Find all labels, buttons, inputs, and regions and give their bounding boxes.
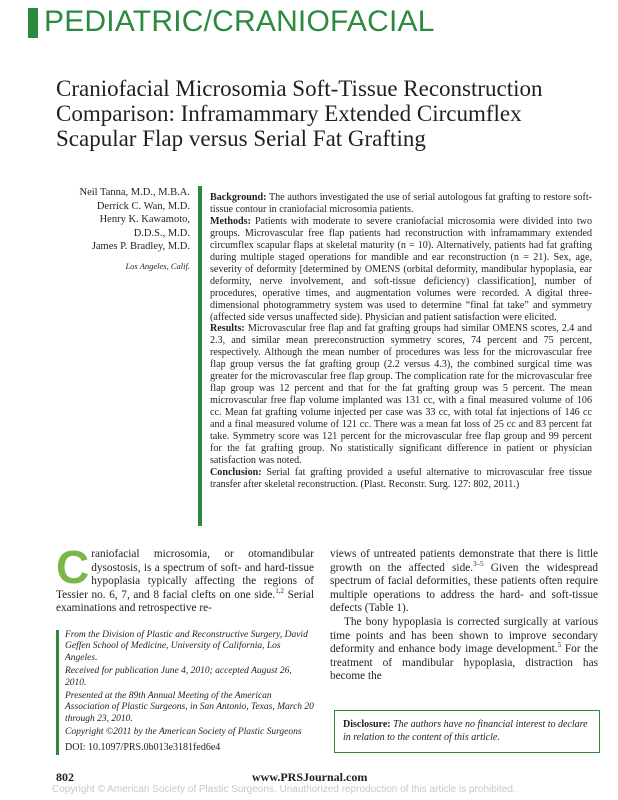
reference-superscript: 1,2 [275,587,285,596]
author: Derrick C. Wan, M.D. [96,200,190,212]
reference-superscript: 5 [557,641,562,650]
background-text: The authors investigated the use of serial autologous fat grafting to restore soft-tissue contour in craniofacial microsomia patients. [210,192,592,215]
author: Neil Tanna, M.D., M.B.A. [79,187,190,198]
journal-url[interactable]: www.PRSJournal.com [252,770,368,784]
conclusion-label: Conclusion: [210,466,262,478]
copyright-watermark: Copyright © American Society of Plastic Surgeons. Unauthorized reproduction of this article is prohibited. [52,784,516,795]
disclosure-label: Disclosure: [343,719,391,730]
abstract-results [210,323,592,466]
disclosure-box [334,710,600,753]
results-label: Results: [210,323,245,335]
background-label: Background: [210,192,267,203]
body-left-column [56,541,314,616]
methods-text: Patients with moderate to severe craniofacial microsomia were divided into two groups. Microvascular free flap patients had reconstruction with inframammary extended circumflex scapular flaps at skeletal maturity (n = 10). Alternatively, patients had fat grafting during multiple staged operations for mandible and ear reconstruction (n = 21). Sex, age, severity of deformity [determined by OMENS (orbital deformity, mandibular hypoplasia, ear deformity, nerve involvement, and soft-tissue deficiency) classification], number of procedures, operative times, and augmentation volumes were recorded. A digital three-dimensional photogrammetry system was used to determine “final fat take” and symmetry (affected side versus unaffected side). Physician and patient satisfaction were elicited. [210,215,592,323]
abstract-methods [210,216,592,324]
abstract-conclusion [210,467,592,491]
results-text: Microvascular free flap and fat grafting groups had similar OMENS scores, 2.4 and 2.3, and similar mean prereconstruction symmetry scores, 74 percent and 75 percent, respectively. Although the mean number of procedures was less for the microvascular free flap group versus the fat grafting group (2.2 versus 4.3), the combined surgical time was greater for the microvascular free flap group. The complication rate for the microvascular free flap group was 12 percent and that for the fat grafting group was 5 percent. The mean microvascular free flap volume implanted was 131 cc, with a final measured volume of 106 cc. Mean fat grafting volume injected per case was 33 cc, with total fat injections of 146 cc and a final measured volume of 121 cc. There was a mean fat loss of 25 cc and 83 percent fat take. Symmetry score was 121 percent for the microvascular free flap group and 99 percent for the fat grafting group. No statistically significant difference in patient or physician satisfaction was noted. [210,323,592,466]
citation: (Plast. Reconstr. Surg. 127: 802, 2011.) [360,478,520,490]
author: Henry K. Kawamoto, [99,214,190,225]
conclusion-text: Serial fat grafting provided a useful alternative to microvascular free tissue transfer after skeletal reconstruction. [210,466,592,490]
disclosure-text: The authors have no financial interest to declare in relation to the content of this article. [343,719,588,743]
author: D.D.S., M.D. [133,227,190,239]
affiliation-received: Received for publication June 4, 2010; accepted August 26, 2010. [65,666,292,688]
body-right-column [330,548,598,684]
body-text: raniofacial microsomia, or otomandibular dysostosis, is a spectrum of soft- and hard-tissue hypoplasia typically affecting the regions of Tessier no. 6, 7, and 8 facial clefts on one side. [56,548,314,601]
article-title: Craniofacial Microsomia Soft-Tissue Reconstruction Comparison: Inframammary Extended Circumflex Scapular Flap versus Serial Fat Grafting [56,76,543,151]
author: James P. Bradley, M.D. [91,241,190,252]
drop-cap: C [56,541,90,593]
body-text: Given the widespread spectrum of facial deformities, these patients often require multiple operations to address the hard- and soft-tissue defects (Table 1). [330,561,598,615]
body-text: Serial examinations and retrospective re- [56,588,314,615]
author-location: Los Angeles, Calif. [125,260,190,271]
body-text: For the treatment of mandibular hypoplasia, distraction has become the [330,643,598,683]
abstract-background [210,192,592,216]
body-paragraph [330,616,598,684]
section-title: PEDIATRIC/CRANIOFACIAL [44,5,435,38]
author-list [20,186,190,273]
methods-label: Methods: [210,215,251,227]
body-text: The bony hypoplasia is corrected surgically at various time points and has been shown to improve secondary deformity and enhance body image development. [330,615,598,656]
body-paragraph [330,548,598,616]
body-text: views of untreated patients demonstrate that there is little growth on the affected side. [330,548,598,574]
reference-superscript: 3–5 [473,559,484,568]
page-number: 802 [56,770,74,784]
affiliation-from: From the Division of Plastic and Reconstructive Surgery, David Geffen School of Medicine, University of California, Los Angeles. [65,630,308,663]
doi: DOI: 10.1097/PRS.0b013e3181fed6e4 [65,741,221,753]
affiliation-presented: Presented at the 89th Annual Meeting of the American Association of Plastic Surgeons, in San Antonio, Texas, March 20 through 23, 2010. [65,691,314,724]
section-bar [28,8,38,38]
abstract [198,186,600,526]
affiliation-box [56,630,314,755]
affiliation-copyright: Copyright ©2011 by the American Society of Plastic Surgeons [65,727,302,738]
